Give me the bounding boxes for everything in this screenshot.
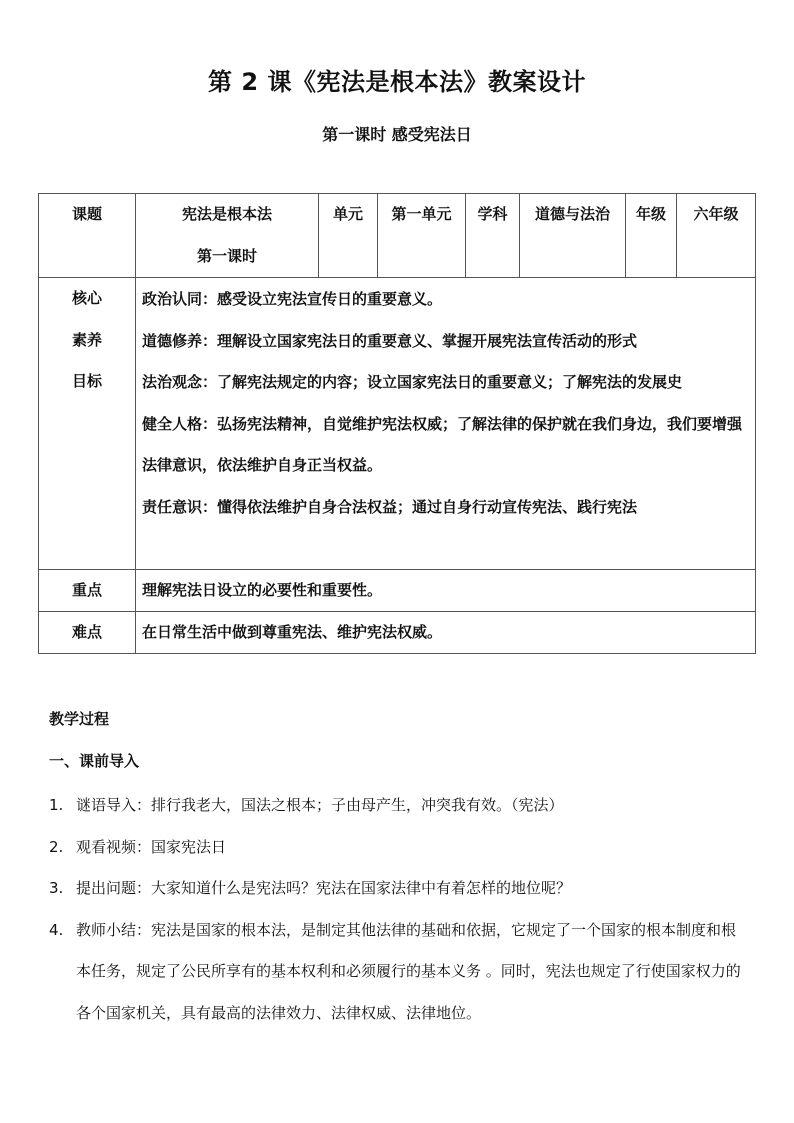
difficulty-label: 难点 bbox=[39, 612, 136, 654]
list-item bbox=[49, 827, 749, 869]
topic-label: 课题 bbox=[39, 194, 136, 278]
subject-label: 学科 bbox=[466, 194, 520, 278]
step-text: 提出问题：大家知道什么是宪法吗？宪法在国家法律中有着怎样的地位呢？ bbox=[76, 879, 572, 897]
process-heading: 教学过程 bbox=[49, 710, 110, 728]
goal-item: 法治观念：了解宪法规定的内容；设立国家宪法日的重要意义；了解宪法的发展史 bbox=[142, 373, 683, 391]
step-text: 谜语导入：排行我老大，国法之根本；子由母产生，冲突我有效。（宪法） bbox=[76, 796, 564, 814]
list-item bbox=[49, 785, 749, 827]
section-heading-intro: 一、课前导入 bbox=[49, 752, 140, 770]
goals-content bbox=[136, 278, 756, 570]
topic-value bbox=[136, 194, 319, 278]
table-row-goals bbox=[39, 278, 756, 570]
grade-value: 六年级 bbox=[677, 194, 756, 278]
goals-label bbox=[39, 278, 136, 570]
goal-item: 健全人格：弘扬宪法精神，自觉维护宪法权威；了解法律的保护就在我们身边，我们要增强法律意识，依法维护自身正当权益。 bbox=[142, 414, 743, 474]
goals-label-line3: 目标 bbox=[71, 372, 102, 390]
grade-label: 年级 bbox=[626, 194, 677, 278]
table-row-difficulty bbox=[39, 612, 756, 654]
goal-item: 道德修养：理解设立国家宪法日的重要意义、掌握开展宪法宣传活动的形式 bbox=[142, 331, 638, 350]
unit-label: 单元 bbox=[319, 194, 378, 278]
goal-item: 责任意识：懂得依法维护自身合法权益；通过自身行动宣传宪法、践行宪法 bbox=[142, 497, 638, 516]
step-number: 4. bbox=[49, 920, 64, 939]
step-number: 3. bbox=[49, 879, 64, 897]
difficulty-value: 在日常生活中做到尊重宪法、维护宪法权威。 bbox=[136, 612, 756, 654]
subject-value: 道德与法治 bbox=[520, 194, 626, 278]
goal-item: 政治认同：感受设立宪法宣传日的重要意义。 bbox=[142, 290, 443, 308]
topic-value-line2: 第一课时 bbox=[196, 246, 257, 265]
step-number: 1. bbox=[49, 796, 64, 814]
document-subtitle: 第一课时 感受宪法日 bbox=[322, 125, 472, 144]
intro-step-list bbox=[49, 785, 749, 1034]
step-number: 2. bbox=[49, 837, 64, 856]
key-point-value: 理解宪法日设立的必要性和重要性。 bbox=[136, 570, 756, 612]
step-text: 观看视频：国家宪法日 bbox=[76, 837, 227, 856]
key-point-label: 重点 bbox=[39, 570, 136, 612]
table-row-key-point bbox=[39, 570, 756, 612]
table-row-topic bbox=[39, 194, 756, 278]
step-text: 教师小结：宪法是国家的根本法，是制定其他法律的基础和依据，它规定了一个国家的根本制度和根本任务，规定了公民所享有的基本权利和必须履行的基本义务 。同时，宪法也规定了行使国家权力的各个国家机关，具有最高的法律效力、法律权威、法律地位。 bbox=[76, 920, 741, 1022]
unit-value: 第一单元 bbox=[378, 194, 466, 278]
lesson-info-table bbox=[38, 193, 756, 654]
goals-label-line2: 素养 bbox=[71, 330, 102, 349]
topic-value-line1: 宪法是根本法 bbox=[181, 205, 272, 223]
list-item bbox=[49, 868, 749, 910]
list-item bbox=[49, 910, 749, 1035]
document-title: 第 2 课《宪法是根本法》教案设计 bbox=[208, 68, 586, 96]
goals-label-line1: 核心 bbox=[71, 289, 102, 307]
